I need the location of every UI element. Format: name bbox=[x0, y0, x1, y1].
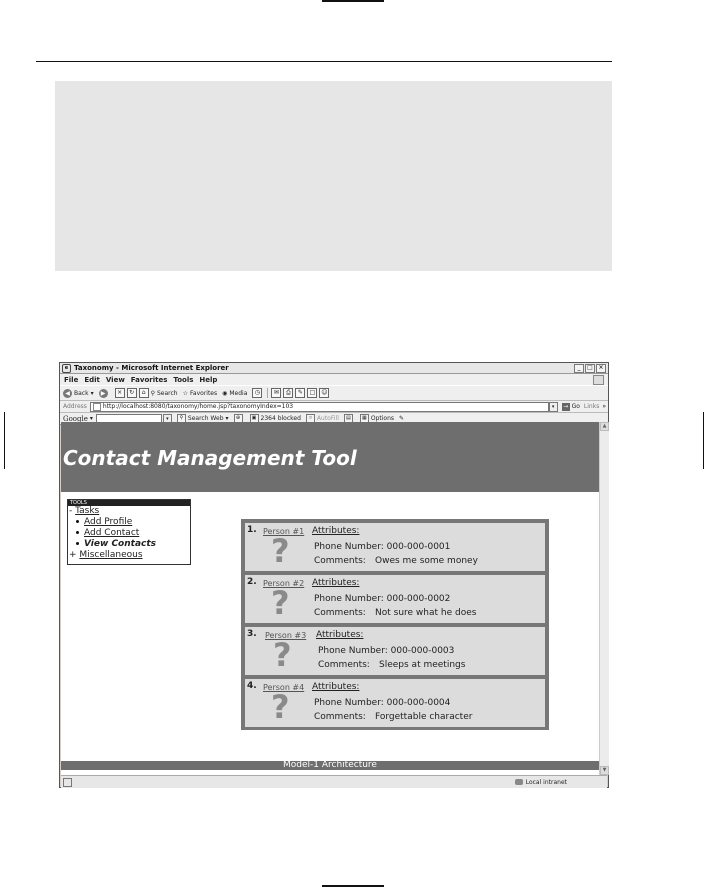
add-contact-item[interactable] bbox=[68, 528, 190, 539]
go-label: Go bbox=[571, 403, 580, 410]
miscellaneous-item[interactable] bbox=[68, 550, 190, 561]
forward-arrow-icon: ▶ bbox=[99, 389, 108, 398]
blank-sidebar-block bbox=[55, 81, 612, 271]
back-label: Back bbox=[74, 389, 89, 397]
comments-label: Comments: bbox=[314, 712, 366, 722]
pencil-icon: ✎ bbox=[399, 415, 405, 422]
person-link[interactable]: Person #2 bbox=[263, 579, 305, 588]
page-bottom-rule bbox=[322, 885, 384, 887]
comments-value: Forgettable character bbox=[375, 712, 473, 722]
expand-icon[interactable]: + bbox=[69, 550, 77, 560]
back-button[interactable]: ◀ Back ▾ bbox=[63, 389, 94, 398]
links-button[interactable]: Links bbox=[583, 403, 600, 410]
bullet-icon bbox=[76, 520, 79, 523]
intranet-icon bbox=[515, 779, 523, 785]
page-status-icon bbox=[63, 778, 72, 787]
miscellaneous-link[interactable]: Miscellaneous bbox=[79, 550, 143, 560]
contact-list bbox=[241, 519, 549, 730]
person-link[interactable]: Person #3 bbox=[265, 631, 307, 640]
vertical-scrollbar[interactable] bbox=[599, 422, 609, 775]
media-icon: ◉ bbox=[222, 389, 228, 397]
tools-header: TOOLS bbox=[68, 500, 190, 506]
browser-window bbox=[59, 362, 609, 788]
attributes-heading: Attributes: bbox=[312, 526, 360, 536]
person-link[interactable]: Person #4 bbox=[263, 683, 305, 692]
comments-value: Owes me some money bbox=[375, 556, 478, 566]
phone-number: Phone Number: 000-000-0003 bbox=[318, 646, 455, 656]
favorites-button[interactable] bbox=[183, 390, 218, 397]
unknown-photo-icon: ? bbox=[271, 532, 290, 570]
refresh-icon[interactable]: ↻ bbox=[127, 388, 137, 398]
contact-number: 3. bbox=[247, 629, 257, 639]
page-footer: Model-1 Architecture bbox=[61, 761, 599, 770]
windows-logo-icon bbox=[593, 375, 604, 385]
standard-toolbar bbox=[60, 385, 608, 401]
address-url: http://localhost:8080/taxonomy/home.jsp?taxonomyIndex=103 bbox=[102, 403, 294, 410]
page-viewport bbox=[61, 422, 599, 775]
popup-blocker-icon: ▣ bbox=[250, 414, 259, 423]
stop-icon[interactable]: × bbox=[115, 388, 125, 398]
edit-icon[interactable]: ✎ bbox=[295, 388, 305, 398]
page-header-rule bbox=[36, 61, 612, 62]
comments-value: Sleeps at meetings bbox=[379, 660, 466, 670]
close-button[interactable]: × bbox=[596, 364, 606, 373]
autofill-icon: ≡ bbox=[306, 414, 315, 423]
add-profile-item[interactable] bbox=[68, 517, 190, 528]
phone-number: Phone Number: 000-000-0002 bbox=[314, 594, 451, 604]
page-top-rule bbox=[322, 0, 384, 2]
menu-file[interactable]: File bbox=[64, 375, 79, 384]
attributes-heading: Attributes: bbox=[312, 578, 360, 588]
add-contact-link[interactable]: Add Contact bbox=[84, 528, 140, 538]
status-bar bbox=[61, 775, 607, 788]
title-bar bbox=[60, 363, 608, 374]
window-title: Taxonomy - Microsoft Internet Explorer bbox=[74, 364, 229, 372]
menu-favorites[interactable]: Favorites bbox=[130, 375, 168, 384]
google-menu-dropdown[interactable]: ▾ bbox=[89, 415, 93, 422]
contact-card bbox=[245, 679, 545, 727]
toolbar-separator bbox=[267, 388, 268, 398]
options-label: Options bbox=[370, 415, 395, 422]
contact-card bbox=[245, 627, 545, 675]
autofill-label: AutoFill bbox=[316, 415, 339, 422]
media-button[interactable] bbox=[222, 390, 247, 397]
search-label: Search bbox=[157, 389, 178, 397]
bullet-icon bbox=[76, 542, 79, 545]
contact-number: 1. bbox=[247, 525, 257, 535]
comments-value: Not sure what he does bbox=[375, 608, 477, 618]
page-title: Contact Management Tool bbox=[63, 446, 357, 470]
tasks-item[interactable] bbox=[68, 506, 190, 517]
left-margin-mark bbox=[4, 412, 5, 469]
contact-number: 2. bbox=[247, 577, 257, 587]
options-icon: ▦ bbox=[360, 414, 369, 423]
contact-number: 4. bbox=[247, 681, 257, 691]
google-search-dropdown[interactable]: ▾ bbox=[163, 414, 172, 424]
mail-icon[interactable]: ✉ bbox=[271, 388, 281, 398]
maximize-button[interactable]: □ bbox=[585, 364, 595, 373]
discuss-icon[interactable]: □ bbox=[307, 388, 317, 398]
go-arrow-icon: → bbox=[563, 402, 569, 410]
phone-number: Phone Number: 000-000-0001 bbox=[314, 542, 451, 552]
comments-label: Comments: bbox=[318, 660, 370, 670]
address-label: Address bbox=[63, 403, 87, 410]
comments-label: Comments: bbox=[314, 556, 366, 566]
home-icon[interactable]: ⌂ bbox=[139, 388, 149, 398]
unknown-photo-icon: ? bbox=[273, 636, 292, 674]
print-icon[interactable]: ⎙ bbox=[283, 388, 293, 398]
menu-tools[interactable]: Tools bbox=[173, 375, 194, 384]
header-banner bbox=[61, 422, 599, 492]
add-profile-link[interactable]: Add Profile bbox=[84, 517, 133, 527]
unknown-photo-icon: ? bbox=[271, 584, 290, 622]
search-web-icon: ⚲ bbox=[177, 414, 186, 423]
search-button[interactable] bbox=[151, 390, 178, 397]
attributes-heading: Attributes: bbox=[316, 630, 364, 640]
address-input[interactable] bbox=[90, 402, 549, 412]
back-arrow-icon: ◀ bbox=[63, 389, 72, 398]
favorites-label: Favorites bbox=[190, 389, 218, 397]
unknown-photo-icon: ? bbox=[271, 688, 290, 726]
media-label: Media bbox=[229, 389, 248, 397]
search-web-button[interactable]: ⚲ Search Web ▾ bbox=[177, 414, 229, 423]
security-zone bbox=[515, 779, 567, 786]
collapse-icon[interactable]: - bbox=[69, 506, 73, 516]
address-bar bbox=[60, 401, 608, 413]
messenger-icon[interactable]: ☺ bbox=[321, 389, 328, 396]
highlight-button[interactable] bbox=[399, 415, 404, 422]
contact-card bbox=[245, 575, 545, 623]
go-button[interactable] bbox=[562, 403, 580, 411]
star-icon: ☆ bbox=[182, 389, 189, 397]
right-margin-mark bbox=[703, 412, 704, 469]
history-icon[interactable]: ◷ bbox=[252, 388, 262, 398]
comments-label: Comments: bbox=[314, 608, 366, 618]
minimize-button[interactable]: _ bbox=[574, 364, 584, 373]
pagerank-icon: ⊕ bbox=[234, 414, 243, 423]
contact-card bbox=[245, 523, 545, 571]
forward-button[interactable] bbox=[99, 389, 110, 398]
blocked-count: 2364 blocked bbox=[260, 415, 301, 422]
menu-edit[interactable]: Edit bbox=[84, 375, 100, 384]
scroll-down-icon[interactable]: ▼ bbox=[600, 766, 609, 775]
page-icon bbox=[93, 403, 101, 411]
person-link[interactable]: Person #1 bbox=[263, 527, 305, 536]
search-icon: ⚲ bbox=[150, 389, 155, 397]
chevron-right-icon[interactable]: » bbox=[602, 403, 606, 410]
bullet-icon bbox=[76, 531, 79, 534]
scroll-up-icon[interactable]: ▲ bbox=[600, 422, 609, 431]
search-web-label: Search Web bbox=[187, 415, 224, 422]
menu-bar bbox=[60, 374, 608, 385]
tools-menu bbox=[67, 499, 191, 565]
address-dropdown[interactable]: ▾ bbox=[549, 402, 558, 412]
zone-label: Local intranet bbox=[525, 778, 567, 786]
view-contacts-current: View Contacts bbox=[84, 539, 157, 549]
menu-view[interactable]: View bbox=[105, 375, 125, 384]
attributes-heading: Attributes: bbox=[312, 682, 360, 692]
news-icon: ▤ bbox=[344, 414, 353, 423]
ie-icon: e bbox=[62, 364, 71, 373]
menu-help[interactable]: Help bbox=[199, 375, 218, 384]
view-contacts-item[interactable] bbox=[68, 539, 190, 550]
google-logo[interactable]: Google bbox=[63, 414, 88, 423]
phone-number: Phone Number: 000-000-0004 bbox=[314, 698, 451, 708]
tasks-link[interactable]: Tasks bbox=[75, 506, 100, 516]
